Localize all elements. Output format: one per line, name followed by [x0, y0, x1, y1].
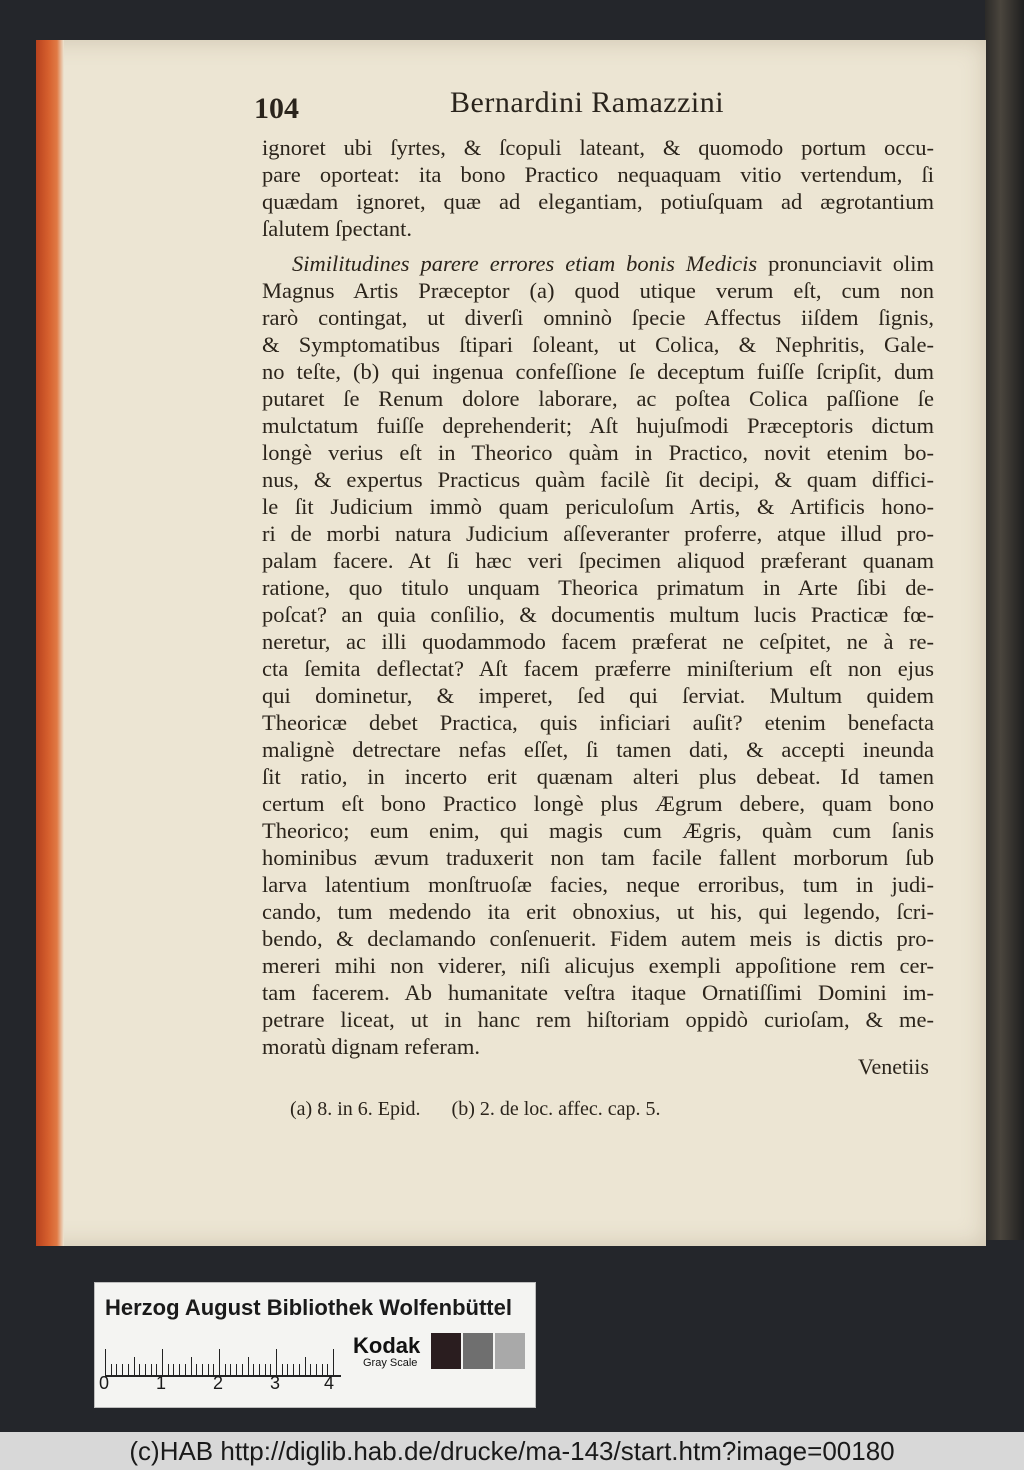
running-title: Bernardini Ramazzini [450, 86, 725, 119]
text-line: Magnus Artis Præceptor (a) quod utique verum eſt, cum non [262, 278, 934, 303]
body-text [262, 134, 934, 1060]
text-line: pare oporteat: ita bono Practico nequaquam vitio vertendum, ſi [262, 162, 934, 187]
quoted-aphorism: Similitudines parere errores etiam bonis Medicis [292, 251, 758, 276]
ruler-tick [282, 1364, 283, 1375]
text-line: poſcat? an quia conſilio, & documentis multum lucis Practicæ fœ- [262, 602, 934, 627]
text-line: le ſit Judicium immò quam periculoſum Artis, & Artificis hono- [262, 494, 934, 519]
ruler-tick [151, 1364, 152, 1375]
text-line: moratù dignam referam. [262, 1034, 481, 1059]
ruler-tick [122, 1364, 123, 1375]
ruler-tick [276, 1349, 277, 1375]
ruler-tick [236, 1364, 237, 1375]
ruler-tick [293, 1364, 294, 1375]
ruler-tick [162, 1349, 163, 1375]
ruler-tick [105, 1349, 106, 1375]
text-line: quædam ignoret, quæ ad elegantiam, potiuſquam ad ægrotantium [262, 189, 934, 214]
ruler-label: 0 [99, 1373, 110, 1393]
text-line: longè verius eſt in Theorico quàm in Practico, novit etenim bo- [262, 440, 934, 465]
kodak-subtitle: Gray Scale [363, 1357, 418, 1369]
text-line: ſit ratio, in incerto erit quænam alteri plus debeat. Id tamen [262, 764, 934, 789]
copyright-url: (c)HAB http://diglib.hab.de/drucke/ma-143/start.htm?image=00180 [129, 1436, 895, 1466]
page-red-edge [36, 40, 64, 1246]
text-line: qui dominetur, & imperet, ſed qui ſerviat. Multum quidem [262, 683, 934, 708]
ruler-tick [219, 1349, 220, 1375]
ruler-label: 1 [156, 1373, 167, 1393]
ruler-tick [225, 1364, 226, 1375]
library-name: Herzog August Bibliothek Wolfenbüttel [105, 1295, 512, 1320]
ruler-tick [259, 1364, 260, 1375]
text-fragment: pronunciavit olim [768, 251, 934, 276]
gray-swatch [463, 1333, 493, 1369]
text-line [262, 250, 934, 277]
text-line: nus, & expertus Practicus quàm facilè ſit decipi, & quam diffici- [262, 467, 934, 492]
page-number: 104 [254, 92, 299, 125]
next-page-edge [985, 0, 1024, 1240]
ruler-tick [145, 1364, 146, 1375]
ruler-tick [116, 1364, 117, 1375]
ruler-tick [134, 1357, 135, 1375]
ruler-tick [310, 1364, 311, 1375]
footnotes [290, 1098, 661, 1121]
page-header [254, 86, 954, 126]
text-line: no teſte, (b) qui ingenua confeſſione ſe deceptum fuiſſe ſcripſit, dum [262, 359, 934, 384]
text-line: larva latentium monſtruoſæ facies, neque erroribus, tum in judi- [262, 872, 934, 897]
footer-bar [0, 1432, 1024, 1470]
text-line: Theorico; eum enim, qui magis cum Ægris, quàm cum ſanis [262, 818, 934, 843]
gray-swatch [495, 1333, 525, 1369]
footnote-b: (b) 2. de loc. affec. cap. 5. [451, 1098, 661, 1120]
ruler-tick [128, 1364, 129, 1375]
text-line: certum eſt bono Practico longè plus Ægrum debere, quam bono [262, 791, 934, 816]
text-line: ri de morbi natura Judicium aſſeveranter proferre, atque illud pro- [262, 521, 934, 546]
ruler-tick [248, 1357, 249, 1375]
kodak-logo: Kodak [353, 1333, 421, 1358]
library-color-card [94, 1282, 536, 1408]
text-line: rarò contingat, ut diverſi omninò ſpecie Affectus iiſdem ſignis, [262, 305, 934, 330]
text-line: palam facere. At ſi hæc veri ſpecimen aliquod præferant quanam [262, 548, 934, 573]
text-line: cta ſemita deflectat? Aſt facem præferre miniſterium eſt non ejus [262, 656, 934, 681]
ruler-tick [196, 1364, 197, 1375]
text-line: cando, tum medendo ita erit obnoxius, ut his, qui legendo, ſcri- [262, 899, 934, 924]
text-line: mereri mihi non viderer, niſi alicujus exempli appoſitione rem cer- [262, 953, 934, 978]
ruler-tick [139, 1364, 140, 1375]
ruler-tick [208, 1364, 209, 1375]
paragraph-2 [262, 250, 934, 1060]
ruler-tick [191, 1357, 192, 1375]
ruler-tick [253, 1364, 254, 1375]
ruler-tick [322, 1364, 323, 1375]
text-line: mulctatum fuiſſe deprehenderit; Aſt hujuſmodi Præceptoris dictum [262, 413, 934, 438]
ruler-label: 3 [270, 1373, 281, 1393]
gray-swatch [431, 1333, 461, 1369]
text-line: Theoricæ debet Practica, quis inficiari auſit? etenim benefacta [262, 710, 934, 735]
ruler-tick [185, 1364, 186, 1375]
ruler-label: 4 [324, 1373, 335, 1393]
ruler-tick [333, 1349, 334, 1375]
ruler-tick [202, 1364, 203, 1375]
ruler-tick [173, 1364, 174, 1375]
text-line: bendo, & declamando conſenuerit. Fidem autem meis is dictis pro- [262, 926, 934, 951]
footnote-a: (a) 8. in 6. Epid. [290, 1098, 421, 1120]
text-line: neretur, ac illi quodammodo facem præferat ne ceſpitet, ne à re- [262, 629, 934, 654]
ruler-tick [168, 1364, 169, 1375]
text-line: petrare liceat, ut in hanc rem hiſtoriam oppidò curioſam, & me- [262, 1007, 934, 1032]
text-line: hominibus ævum traduxerit non tam facile fallent morborum ſub [262, 845, 934, 870]
text-line: ſalutem ſpectant. [262, 216, 412, 241]
cm-ruler [105, 1335, 341, 1377]
ruler-tick [111, 1364, 112, 1375]
text-line: putaret ſe Renum dolore laborare, ac poſtea Colica paſſione ſe [262, 386, 934, 411]
ruler-label: 2 [213, 1373, 224, 1393]
ruler-tick [287, 1364, 288, 1375]
text-line: malignè detrectare nefas eſſet, ſi tamen dati, & accepti ineunda [262, 737, 934, 762]
text-line: ratione, quo titulo unquam Theorica primatum in Arte ſibi de- [262, 575, 934, 600]
text-line: & Symptomatibus ſtipari ſoleant, ut Colica, & Nephritis, Gale- [262, 332, 934, 357]
text-line: ignoret ubi ſyrtes, & ſcopuli lateant, & quomodo portum occu- [262, 135, 934, 160]
paragraph-1 [262, 134, 934, 242]
ruler-tick [316, 1364, 317, 1375]
ruler-tick [265, 1364, 266, 1375]
text-line: tam facerem. Ab humanitate veſtra itaque Ornatiſſimi Domini im- [262, 980, 934, 1005]
ruler-tick [179, 1364, 180, 1375]
ruler-tick [230, 1364, 231, 1375]
ruler-tick [242, 1364, 243, 1375]
catchword: Venetiis [858, 1054, 929, 1079]
ruler-tick [299, 1364, 300, 1375]
ruler-tick [305, 1357, 306, 1375]
